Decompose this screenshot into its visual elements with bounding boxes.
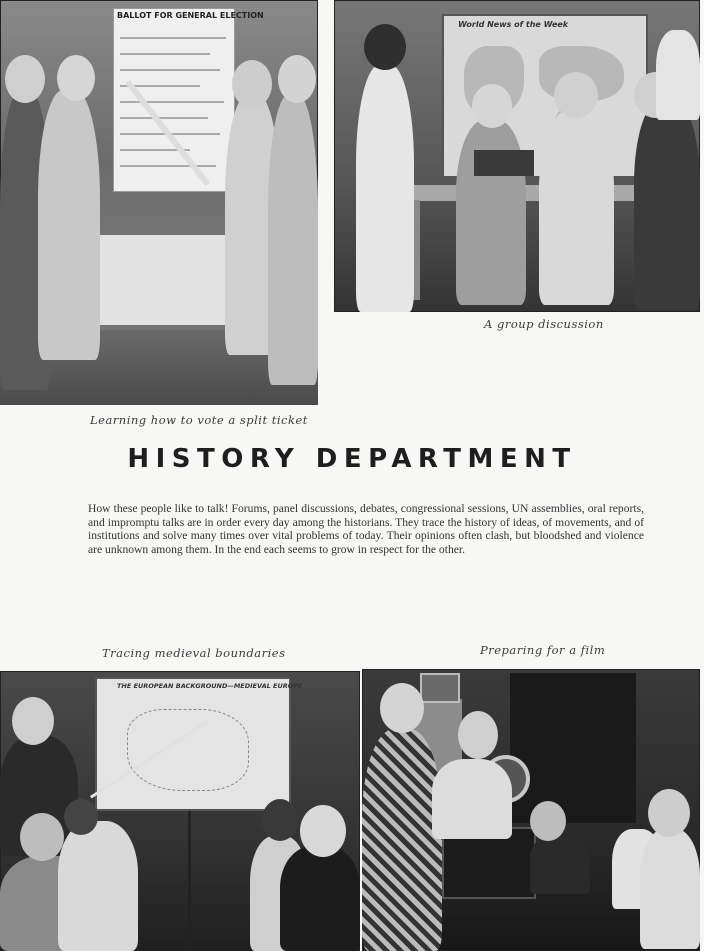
caption-film: Preparing for a film — [480, 643, 606, 657]
caption-medieval: Tracing medieval boundaries — [102, 646, 286, 660]
medieval-europe-map-title: THE EUROPEAN BACKGROUND—MEDIEVAL EUROPE — [117, 682, 303, 690]
page-title: HISTORY DEPARTMENT — [127, 444, 577, 474]
photo-film — [362, 669, 700, 951]
intro-paragraph: How these people like to talk! Forums, panel discussions, debates, congressional sessions, UN assemblies, oral reports, and impromptu talks are in order every day among the historians. They trace the history of ideas, of movements, and of institutions and solve many times over vital problems of today. Their opinions often clash, but bloodshed and violence are unknown among them. In the end each seems to grow in respect for the other. — [88, 502, 644, 556]
medieval-europe-map — [95, 677, 303, 811]
caption-discussion: A group discussion — [484, 317, 604, 331]
ballot-board — [113, 8, 264, 192]
photo-ballot — [0, 0, 318, 405]
ballot-board-title: BALLOT FOR GENERAL ELECTION — [117, 11, 264, 20]
photo-medieval — [0, 671, 360, 951]
world-news-map-title: World News of the Week — [458, 20, 569, 29]
caption-ballot: Learning how to vote a split ticket — [90, 413, 308, 427]
photo-discussion — [334, 0, 700, 312]
